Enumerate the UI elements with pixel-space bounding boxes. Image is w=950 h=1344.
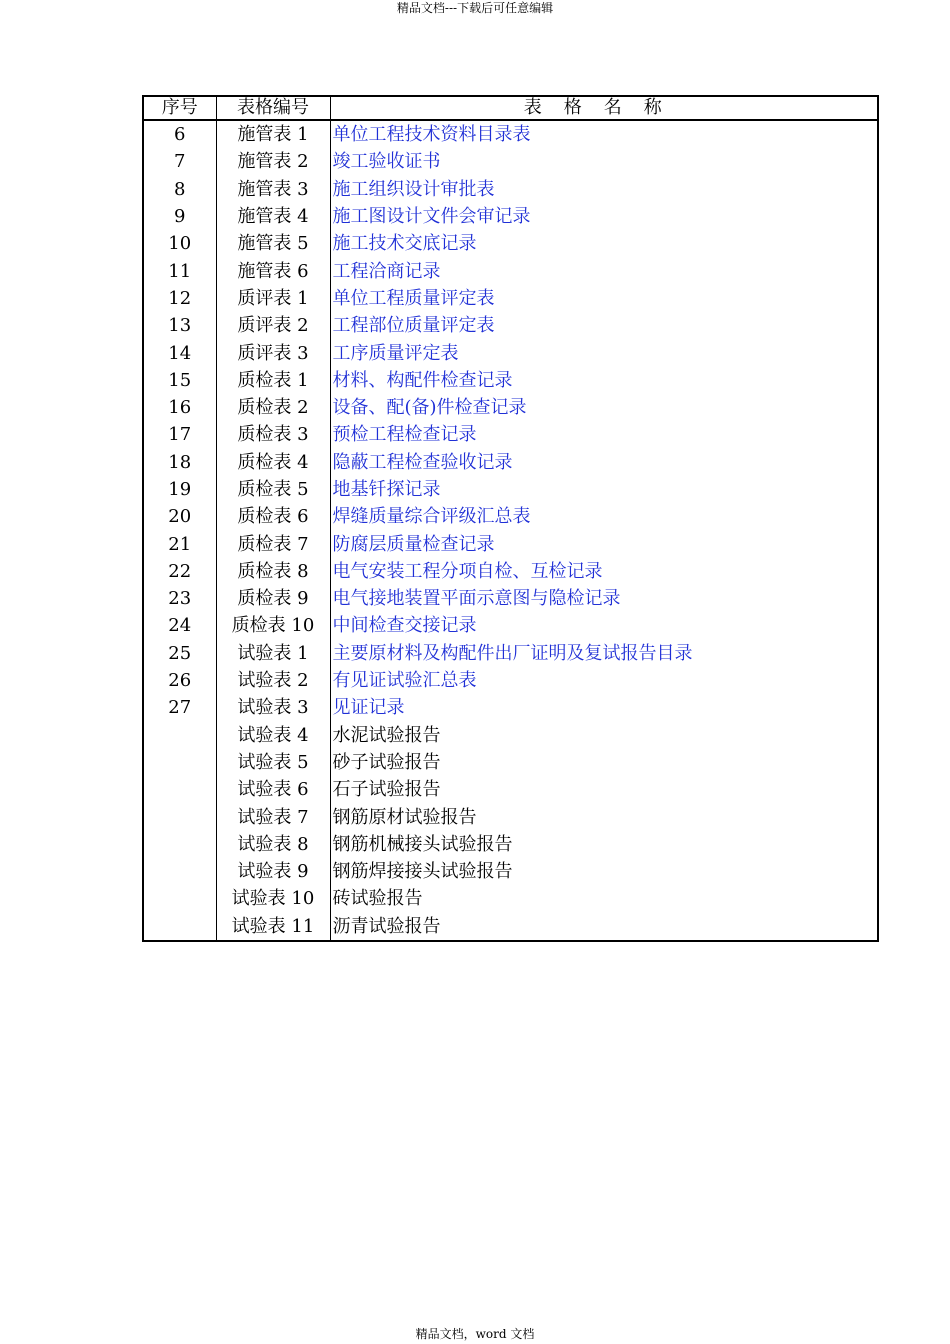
form-name-link[interactable]: 单位工程技术资料目录表 — [332, 124, 531, 146]
form-name-link[interactable]: 焊缝质量综合评级汇总表 — [332, 506, 531, 528]
header-serial-number: 序号 — [143, 96, 216, 120]
form-code-cell: 施管表 4 — [216, 203, 330, 230]
form-code-cell: 试验表 6 — [216, 776, 330, 803]
form-code-cell: 试验表 10 — [216, 885, 330, 912]
serial-number-cell: 21 — [143, 530, 216, 557]
form-name-cell: 水泥试验报告 — [332, 724, 441, 746]
form-name-link[interactable]: 工程部位质量评定表 — [332, 315, 495, 337]
serial-number-cell: 13 — [143, 312, 216, 339]
serial-number-cell: 15 — [143, 367, 216, 394]
table-row — [143, 667, 878, 694]
form-code-cell: 试验表 8 — [216, 831, 330, 858]
form-code-cell: 试验表 11 — [216, 913, 330, 941]
serial-number-cell: 10 — [143, 230, 216, 257]
form-code-cell: 质检表 2 — [216, 394, 330, 421]
form-name-link[interactable]: 材料、构配件检查记录 — [332, 369, 513, 391]
serial-number-cell: 18 — [143, 449, 216, 476]
form-name-link[interactable]: 施工组织设计审批表 — [332, 178, 495, 200]
table-row — [143, 858, 878, 885]
serial-number-cell: 6 — [143, 120, 216, 148]
form-code-cell: 质检表 8 — [216, 558, 330, 585]
table-body — [143, 120, 878, 941]
table-row — [143, 339, 878, 366]
table-row — [143, 285, 878, 312]
table-row — [143, 530, 878, 557]
form-name-link[interactable]: 预检工程检查记录 — [332, 424, 477, 446]
table-row — [143, 694, 878, 721]
form-code-cell: 质评表 1 — [216, 285, 330, 312]
page-header: 精品文档---下载后可任意编辑 — [396, 1, 554, 15]
form-name-link[interactable]: 主要原材料及构配件出厂证明及复试报告目录 — [332, 642, 693, 664]
form-code-cell: 试验表 3 — [216, 694, 330, 721]
table-row — [143, 776, 878, 803]
serial-number-cell: 8 — [143, 176, 216, 203]
table-row — [143, 230, 878, 257]
form-code-cell: 质检表 5 — [216, 476, 330, 503]
serial-number-cell: 23 — [143, 585, 216, 612]
serial-number-cell — [143, 913, 216, 941]
serial-number-cell — [143, 858, 216, 885]
table-row — [143, 421, 878, 448]
form-code-cell: 施管表 3 — [216, 176, 330, 203]
form-code-cell: 施管表 6 — [216, 257, 330, 284]
form-name-cell: 钢筋原材试验报告 — [332, 806, 477, 828]
form-code-cell: 质检表 3 — [216, 421, 330, 448]
form-code-cell: 施管表 2 — [216, 148, 330, 175]
serial-number-cell: 14 — [143, 339, 216, 366]
form-code-cell: 质评表 3 — [216, 339, 330, 366]
form-index-table — [142, 95, 879, 942]
table-row — [143, 449, 878, 476]
serial-number-cell: 16 — [143, 394, 216, 421]
form-code-cell: 质检表 7 — [216, 530, 330, 557]
header-form-code: 表格编号 — [216, 96, 330, 120]
serial-number-cell: 9 — [143, 203, 216, 230]
serial-number-cell — [143, 749, 216, 776]
form-code-cell: 试验表 2 — [216, 667, 330, 694]
form-name-link[interactable]: 施工图设计文件会审记录 — [332, 206, 531, 228]
table-row — [143, 476, 878, 503]
form-code-cell: 试验表 4 — [216, 722, 330, 749]
serial-number-cell: 26 — [143, 667, 216, 694]
form-code-cell: 质检表 6 — [216, 503, 330, 530]
serial-number-cell: 24 — [143, 612, 216, 639]
table-row — [143, 749, 878, 776]
serial-number-cell: 11 — [143, 257, 216, 284]
form-code-cell: 施管表 5 — [216, 230, 330, 257]
table-header-row — [143, 96, 878, 120]
form-code-cell: 质检表 9 — [216, 585, 330, 612]
table-row — [143, 120, 878, 148]
page-footer: 精品文档，word 文档 — [415, 1327, 535, 1341]
serial-number-cell: 12 — [143, 285, 216, 312]
form-name-link[interactable]: 电气安装工程分项自检、互检记录 — [332, 560, 603, 582]
table-row — [143, 203, 878, 230]
table-row — [143, 176, 878, 203]
serial-number-cell — [143, 776, 216, 803]
form-name-cell: 钢筋机械接头试验报告 — [332, 833, 513, 855]
serial-number-cell — [143, 885, 216, 912]
serial-number-cell — [143, 722, 216, 749]
serial-number-cell: 25 — [143, 640, 216, 667]
serial-number-cell: 17 — [143, 421, 216, 448]
table-row — [143, 803, 878, 830]
table-row — [143, 585, 878, 612]
form-name-link[interactable]: 工序质量评定表 — [332, 342, 459, 364]
form-code-cell: 试验表 5 — [216, 749, 330, 776]
table-row — [143, 913, 878, 941]
form-name-link[interactable]: 竣工验收证书 — [332, 151, 441, 173]
form-name-link[interactable]: 工程洽商记录 — [332, 260, 441, 282]
form-name-link[interactable]: 中间检查交接记录 — [332, 615, 477, 637]
form-name-cell: 砂子试验报告 — [332, 751, 441, 773]
serial-number-cell: 22 — [143, 558, 216, 585]
form-code-cell: 试验表 1 — [216, 640, 330, 667]
form-code-cell: 质检表 4 — [216, 449, 330, 476]
form-name-link[interactable]: 隐蔽工程检查验收记录 — [332, 451, 513, 473]
form-name-link[interactable]: 单位工程质量评定表 — [332, 287, 495, 309]
table-row — [143, 312, 878, 339]
form-name-link[interactable]: 设备、配(备)件检查记录 — [332, 397, 527, 419]
form-name-link[interactable]: 有见证试验汇总表 — [332, 670, 477, 692]
header-form-name: 表格名称 — [330, 96, 878, 120]
form-code-cell: 质评表 2 — [216, 312, 330, 339]
serial-number-cell: 27 — [143, 694, 216, 721]
form-name-cell: 钢筋焊接接头试验报告 — [332, 861, 513, 883]
table-row — [143, 367, 878, 394]
form-name-cell: 砖试验报告 — [332, 888, 423, 910]
table-row — [143, 612, 878, 639]
table-row — [143, 503, 878, 530]
form-code-cell: 施管表 1 — [216, 120, 330, 148]
form-name-link[interactable]: 地基钎探记录 — [332, 479, 441, 500]
table-row — [143, 558, 878, 585]
serial-number-cell: 7 — [143, 148, 216, 175]
table-row — [143, 148, 878, 175]
form-name-link[interactable]: 电气接地装置平面示意图与隐检记录 — [332, 588, 621, 610]
form-name-cell: 沥青试验报告 — [332, 915, 441, 937]
form-code-cell: 质检表 10 — [216, 612, 330, 639]
form-code-cell: 试验表 9 — [216, 858, 330, 885]
form-name-link[interactable]: 防腐层质量检查记录 — [332, 533, 495, 555]
serial-number-cell — [143, 803, 216, 830]
form-name-link[interactable]: 施工技术交底记录 — [332, 233, 477, 255]
form-name-link[interactable]: 见证记录 — [332, 697, 405, 719]
serial-number-cell — [143, 831, 216, 858]
serial-number-cell: 19 — [143, 476, 216, 503]
form-code-cell: 试验表 7 — [216, 803, 330, 830]
table-row — [143, 831, 878, 858]
table-row — [143, 394, 878, 421]
table-row — [143, 885, 878, 912]
table-row — [143, 722, 878, 749]
table-row — [143, 257, 878, 284]
serial-number-cell: 20 — [143, 503, 216, 530]
form-name-cell: 石子试验报告 — [332, 779, 441, 801]
form-code-cell: 质检表 1 — [216, 367, 330, 394]
table-row — [143, 640, 878, 667]
